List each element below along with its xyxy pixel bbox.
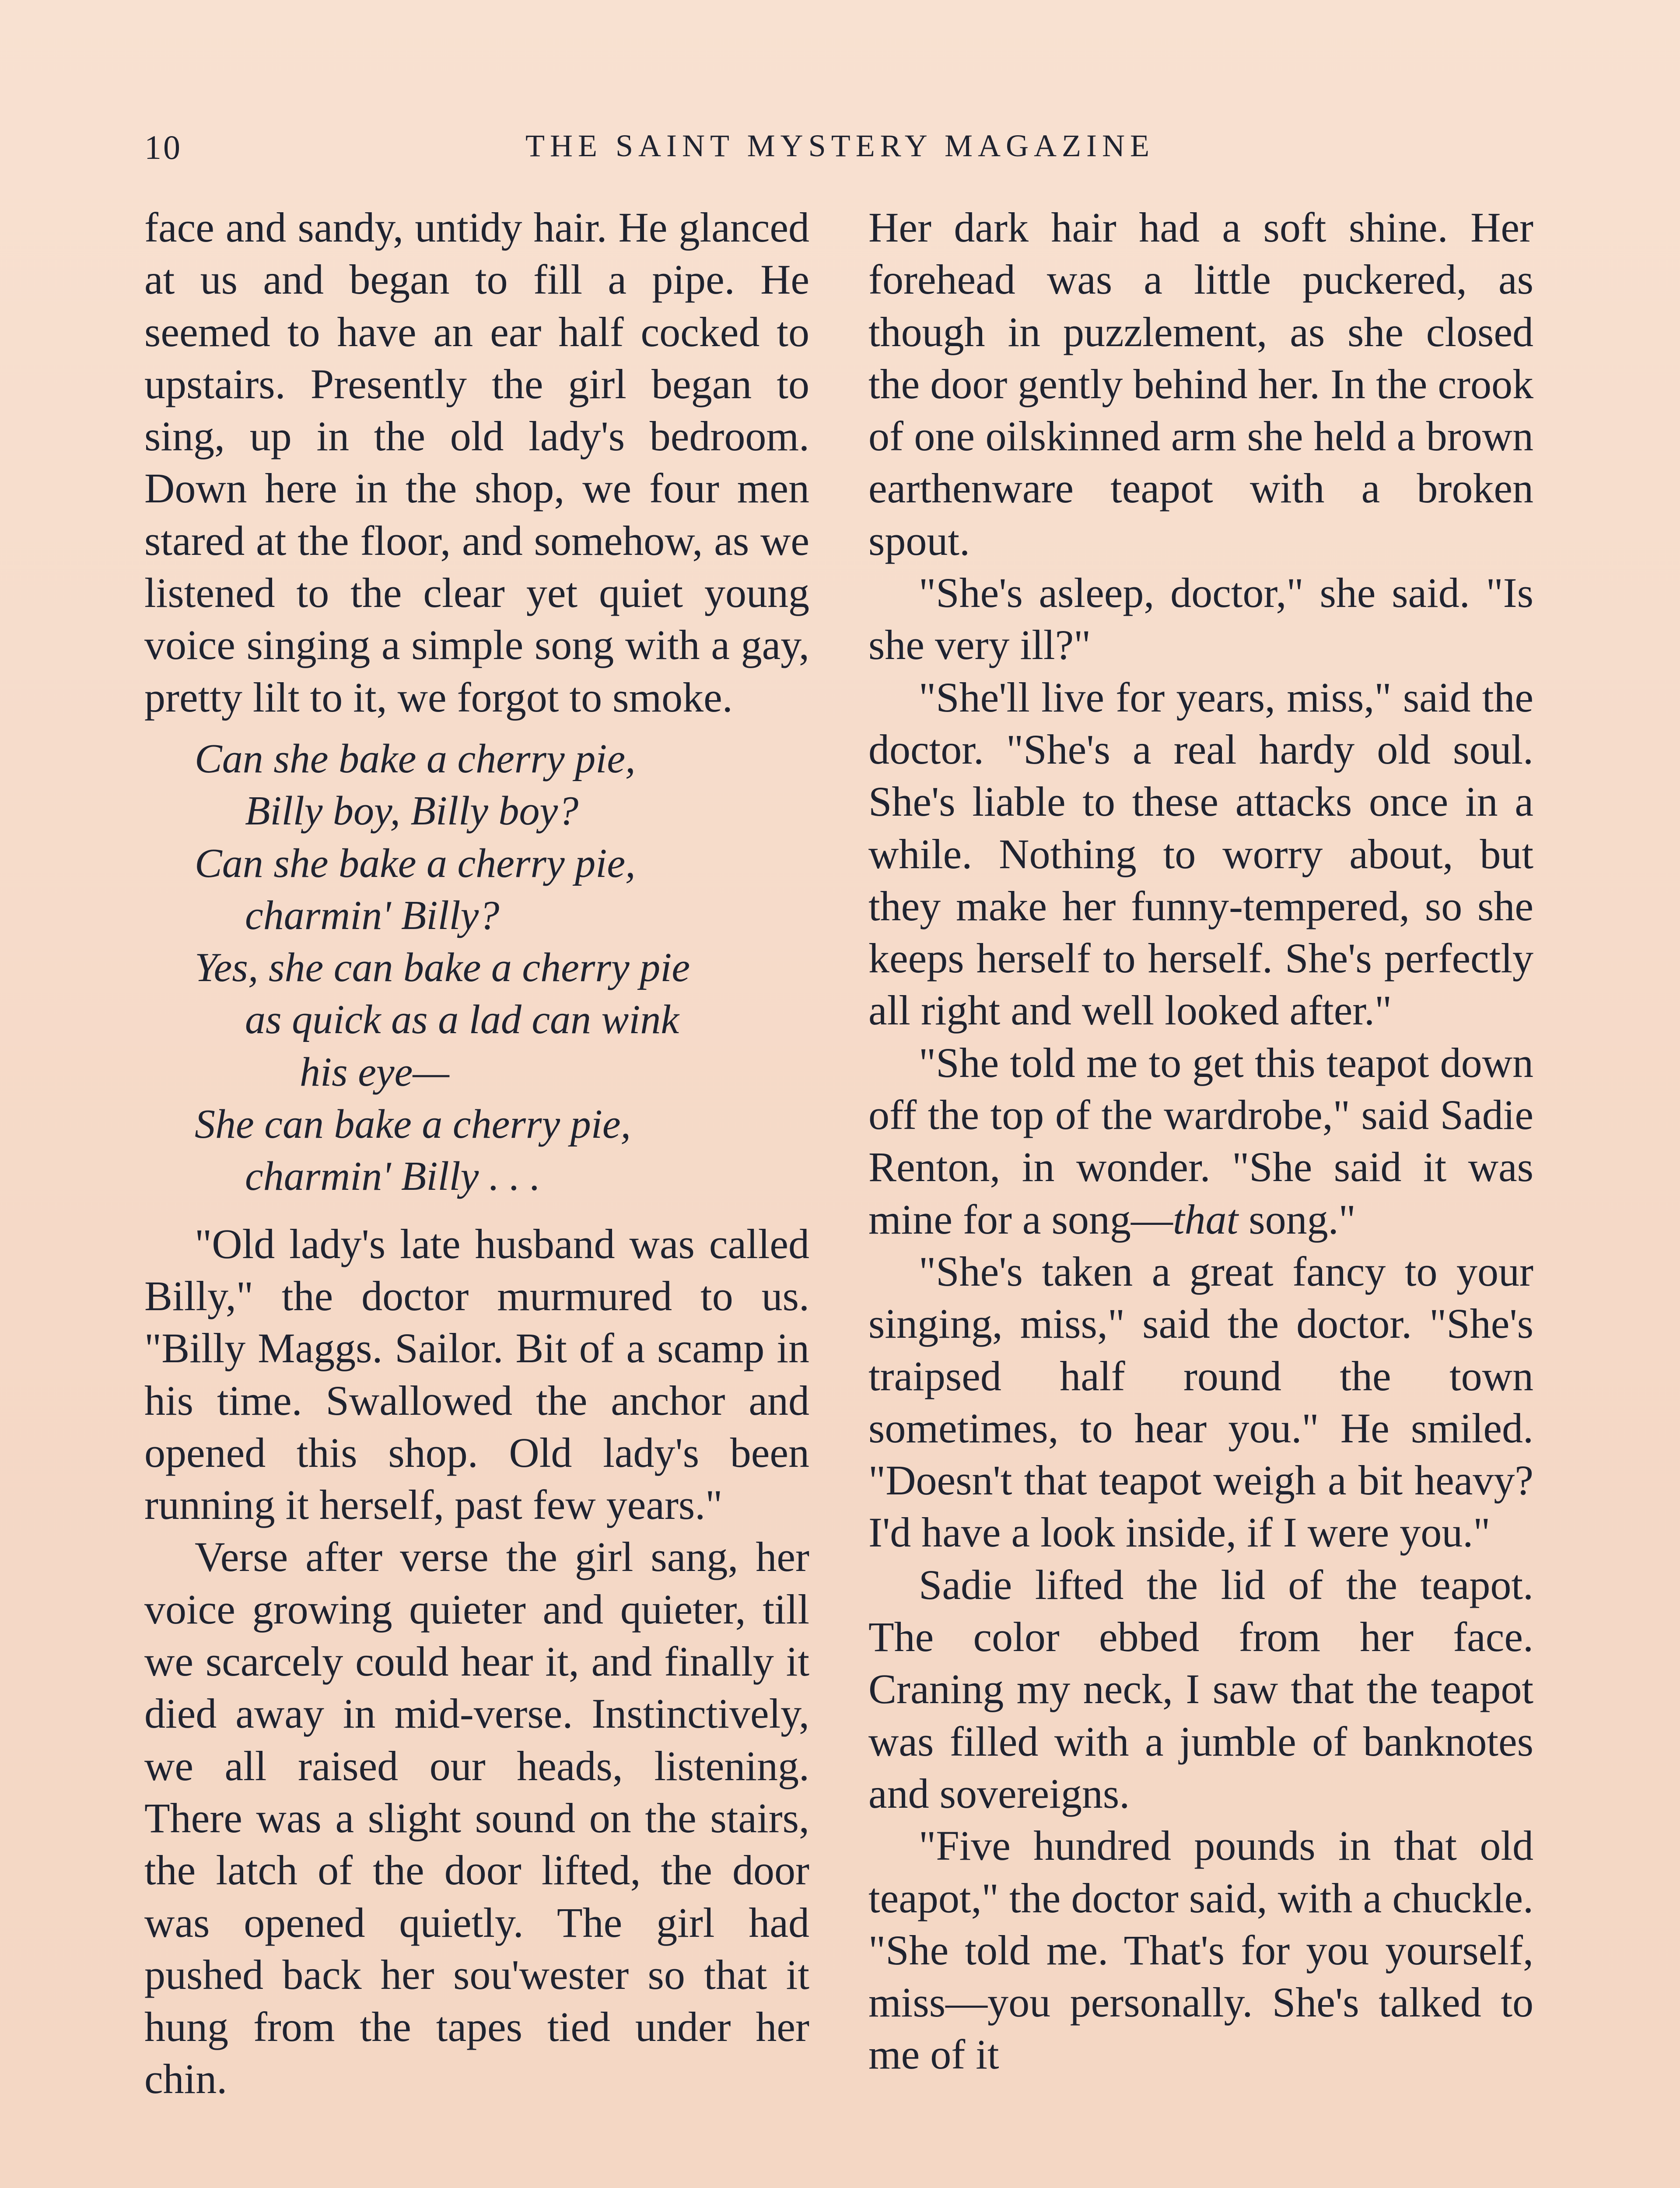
right-paragraph-2: "She's asleep, doctor," she said. "Is she very ill?" <box>868 569 1533 669</box>
song-line: Billy boy, Billy boy? <box>245 788 579 834</box>
left-paragraph-1: face and sandy, untidy hair. He glanced at us and began to fill a pipe. He seemed to have an ear half cocked to upstairs. Presently the girl began to sing, up in the old lady's bedroom. Down here in the shop, we four men stared at the floor, and somehow, as we listened to the clear yet quiet young voice singing a simple song with a gay, pretty lilt to it, we forgot to smoke. <box>144 204 809 721</box>
song-line: his eye— <box>300 1049 449 1095</box>
song-verse <box>144 733 809 1203</box>
song-line: Yes, she can bake a cherry pie <box>195 945 690 991</box>
song-line: charmin' Billy? <box>245 892 500 938</box>
running-head: THE SAINT MYSTERY MAGAZINE <box>525 128 1155 163</box>
left-paragraph-2: "Old lady's late husband was called Billy," the doctor murmured to us. "Billy Maggs. Sailor. Bit of a scamp in his time. Swallowed the anchor and opened this shop. Old lady's been running it herself, past few years." <box>144 1220 809 1529</box>
right-paragraph-3: "She'll live for years, miss," said the doctor. "She's a real hardy old soul. She's liable to these attacks once in a while. Nothing to worry about, but they make her funny-tempered, so she keeps herself to herself. She's perfectly all right and well looked after." <box>868 673 1533 1034</box>
left-paragraph-3: Verse after verse the girl sang, her voice growing quieter and quieter, till we scarcely could hear it, and finally it died away in mid-verse. Instinctively, we all raised our heads, listening. There was a slight sound on the stairs, the latch of the door lifted, the door was opened quietly. The girl had pushed back her sou'wester so that it hung from the tapes tied under her chin. <box>144 1533 809 2103</box>
right-paragraph-1: Her dark hair had a soft shine. Her forehead was a little puckered, as though in puzzlement, as she closed the door gently behind her. In the crook of one oilskinned arm she held a brown earthenware teapot with a broken spout. <box>868 204 1533 564</box>
right-paragraph-5: "She's taken a great fancy to your singing, miss," said the doctor. "She's traipsed half round the town sometimes, to hear you." He smiled. "Doesn't that teapot weigh a bit heavy? I'd have a look inside, if I were you." <box>868 1248 1533 1556</box>
paragraph-text: song." <box>1238 1196 1356 1243</box>
song-line: Can she bake a cherry pie, <box>195 840 636 886</box>
page-number: 10 <box>144 128 182 166</box>
left-column <box>144 201 809 2105</box>
song-line: Can she bake a cherry pie, <box>195 736 636 782</box>
page-header <box>144 128 1536 176</box>
song-line: She can bake a cherry pie, <box>195 1101 631 1147</box>
right-paragraph-4 <box>868 1037 1533 1245</box>
right-paragraph-6: Sadie lifted the lid of the teapot. The color ebbed from her face. Craning my neck, I saw that the teapot was filled with a jumble of banknotes and sovereigns. <box>868 1561 1533 1817</box>
right-column <box>868 201 1533 2081</box>
song-line: as quick as a lad can wink <box>245 997 679 1043</box>
paragraph-text: "She told me to get this teapot down off the top of the wardrobe," said Sadie Renton, in wonder. "She said it was mine for a song— <box>868 1039 1533 1243</box>
emphasis-text: that <box>1172 1196 1239 1243</box>
right-paragraph-7: "Five hundred pounds in that old teapot," the doctor said, with a chuckle. "She told me. That's for you yourself, miss—you personally. She's talked to me of it <box>868 1822 1533 2078</box>
song-line: charmin' Billy . . . <box>245 1154 541 1199</box>
